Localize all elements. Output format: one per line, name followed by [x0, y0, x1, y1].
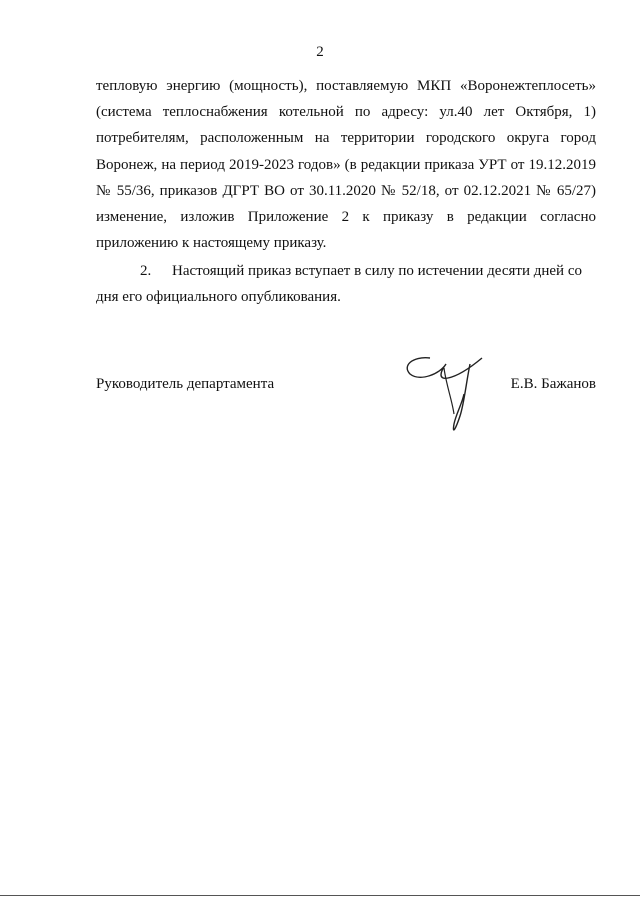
paragraph-line: Воронеж, на период 2019-2023 годов» (в редакции приказа УРТ от 19.12.2019: [96, 156, 596, 173]
paragraph-2: [96, 258, 596, 310]
paragraph-line: изменение, изложив Приложение 2 к приказу в редакции согласно: [96, 209, 596, 226]
signature-scribble: [400, 354, 492, 444]
paragraph-line: № 55/36, приказов ДГРТ ВО от 30.11.2020 № 52/18, от 02.12.2021 № 65/27): [96, 182, 596, 199]
paragraph-line: потребителям, расположенным на территории городского округа город: [96, 130, 596, 147]
item-2-text: Настоящий приказ вступает в силу по истечении десяти дней со: [172, 263, 582, 279]
bottom-rule: [0, 895, 640, 896]
paragraph-1: [96, 73, 596, 256]
signature-block: [96, 372, 596, 452]
page-number: 2: [316, 44, 324, 60]
paragraph-line: приложению к настоящему приказу.: [96, 235, 327, 252]
paragraph-line: тепловую энергию (мощность), поставляемую МКП «Воронежтеплосеть»: [96, 78, 596, 94]
item-2-second-line: дня его официального опубликования.: [96, 289, 341, 306]
paragraph-line: (система теплоснабжения котельной по адресу: ул.40 лет Октября, 1): [96, 104, 596, 121]
item-number: 2.: [140, 263, 152, 279]
signer-title: Руководитель департамента: [96, 376, 275, 392]
signer-name: Е.В. Бажанов: [510, 376, 596, 392]
item-2-first-line: [96, 258, 596, 284]
